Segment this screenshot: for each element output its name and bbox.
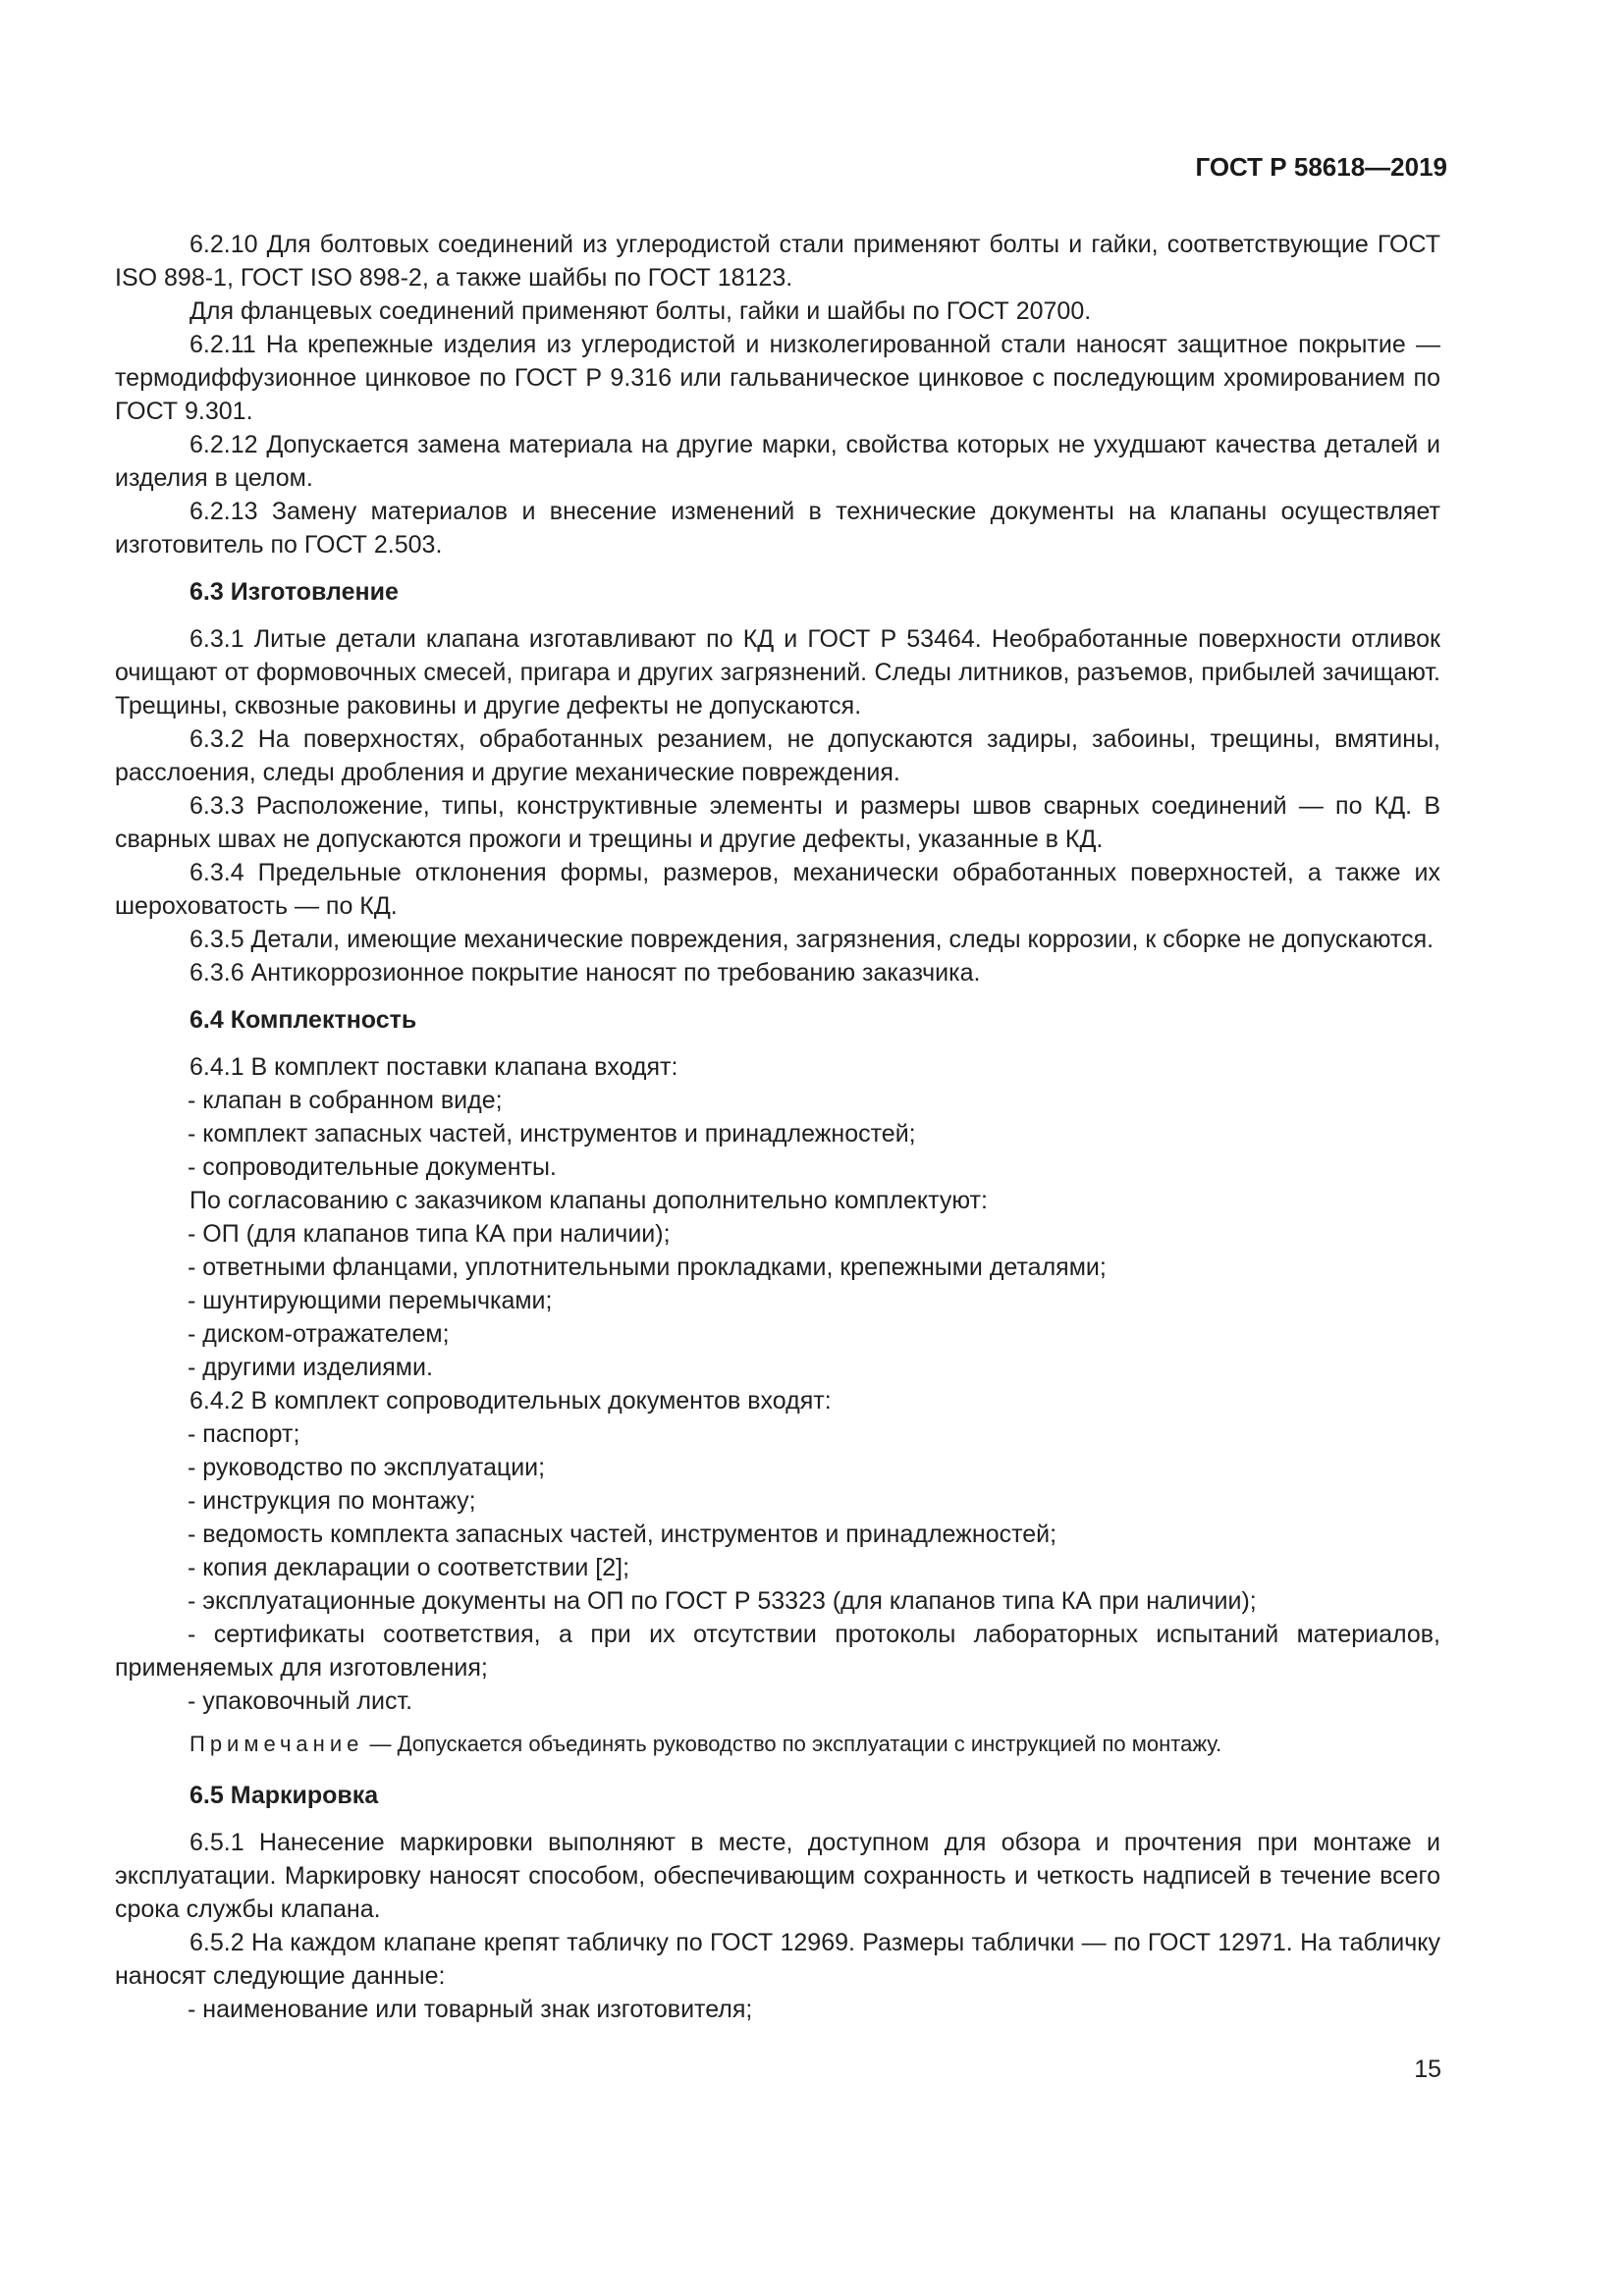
paragraph: 6.2.10 Для болтовых соединений из углеродистой стали применяют болты и гайки, соответствующие ГОСТ ISO 898-1, ГОСТ ISO 898-2, а также шайбы по ГОСТ 18123.	[115, 231, 1440, 292]
paragraph: Для фланцевых соединений применяют болты, гайки и шайбы по ГОСТ 20700.	[189, 297, 1092, 325]
list-item: - шунтирующими перемычками;	[188, 1287, 553, 1314]
section-heading: 6.5 Маркировка	[189, 1782, 379, 1809]
list-item: - клапан в собранном виде;	[188, 1087, 503, 1114]
paragraph: 6.3.4 Предельные отклонения формы, размеров, механически обработанных поверхностей, а также их шероховатость — по КД.	[115, 859, 1440, 920]
document-header: ГОСТ Р 58618—2019	[1195, 152, 1447, 182]
paragraph: 6.5.1 Нанесение маркировки выполняют в месте, доступном для обзора и прочтения при монтаже и эксплуатации. Маркировку наносят способом, обеспечивающим сохранность и четкость надписей в течение всего срока службы клапана.	[115, 1829, 1440, 1923]
list-item: - инструкция по монтажу;	[188, 1487, 476, 1515]
paragraph: 6.3.6 Антикоррозионное покрытие наносят по требованию заказчика.	[189, 959, 981, 987]
paragraph: 6.2.13 Замену материалов и внесение изменений в технические документы на клапаны осуществляет изготовитель по ГОСТ 2.503.	[115, 498, 1440, 559]
note-text: — Допускается объединять руководство по эксплуатации с инструкцией по монтажу.	[363, 1732, 1222, 1756]
paragraph: 6.3.5 Детали, имеющие механические повреждения, загрязнения, следы коррозии, к сборке не допускаются.	[189, 926, 1435, 953]
note-label: Примечание	[189, 1732, 364, 1756]
list-item: - диском-отражателем;	[188, 1320, 450, 1348]
paragraph: 6.2.11 На крепежные изделия из углеродистой и низколегированной стали наносят защитное покрытие — термодиффузионное цинковое по ГОСТ Р 9.316 или гальваническое цинковое с последующим хромированием по ГОСТ 9.301.	[115, 331, 1440, 425]
paragraph: 6.4.2 В комплект сопроводительных документов входят:	[189, 1387, 832, 1415]
list-item: - ведомость комплекта запасных частей, инструментов и принадлежностей;	[188, 1521, 1057, 1548]
paragraph: 6.4.1 В комплект поставки клапана входят:	[189, 1053, 678, 1081]
list-item: - сертификаты соответствия, а при их отсутствии протоколы лабораторных испытаний материалов, применяемых для изготовления;	[115, 1621, 1440, 1682]
list-item: - копия декларации о соответствии [2];	[188, 1554, 630, 1581]
page-number: 15	[1414, 2056, 1441, 2083]
paragraph: 6.5.2 На каждом клапане крепят табличку по ГОСТ 12969. Размеры таблички — по ГОСТ 12971. На табличку наносят следующие данные:	[115, 1929, 1440, 1990]
paragraph: 6.3.1 Литые детали клапана изготавливают по КД и ГОСТ Р 53464. Необработанные поверхности отливок очищают от формовочных смесей, пригара и других загрязнений. Следы литников, разъемов, прибылей зачищают. Трещины, сквозные раковины и другие дефекты не допускаются.	[115, 625, 1440, 720]
list-item: - руководство по эксплуатации;	[188, 1454, 546, 1481]
list-item: - ответными фланцами, уплотнительными прокладками, крепежными деталями;	[188, 1254, 1107, 1281]
paragraph: По согласованию с заказчиком клапаны дополнительно комплектуют:	[189, 1187, 988, 1214]
note	[115, 1730, 1440, 1759]
section-heading: 6.3 Изготовление	[189, 578, 399, 606]
list-item: - другими изделиями.	[188, 1354, 433, 1381]
list-item: - паспорт;	[188, 1420, 300, 1448]
paragraph: 6.2.12 Допускается замена материала на другие марки, свойства которых не ухудшают качества деталей и изделия в целом.	[115, 431, 1440, 492]
document-body	[115, 228, 1440, 2026]
list-item: - комплект запасных частей, инструментов и принадлежностей;	[188, 1120, 916, 1148]
section-heading: 6.4 Комплектность	[189, 1006, 417, 1034]
paragraph: 6.3.2 На поверхностях, обработанных резанием, не допускаются задиры, забоины, трещины, вмятины, расслоения, следы дробления и другие механические повреждения.	[115, 725, 1440, 786]
list-item: - эксплуатационные документы на ОП по ГОСТ Р 53323 (для клапанов типа КА при наличии);	[188, 1587, 1257, 1615]
list-item: - ОП (для клапанов типа КА при наличии);	[188, 1220, 671, 1248]
list-item: - сопроводительные документы.	[188, 1153, 557, 1181]
list-item: - упаковочный лист.	[188, 1687, 413, 1715]
list-item: - наименование или товарный знак изготовителя;	[188, 1996, 753, 2023]
paragraph: 6.3.3 Расположение, типы, конструктивные элементы и размеры швов сварных соединений — по КД. В сварных швах не допускаются прожоги и трещины и другие дефекты, указанные в КД.	[115, 792, 1440, 853]
